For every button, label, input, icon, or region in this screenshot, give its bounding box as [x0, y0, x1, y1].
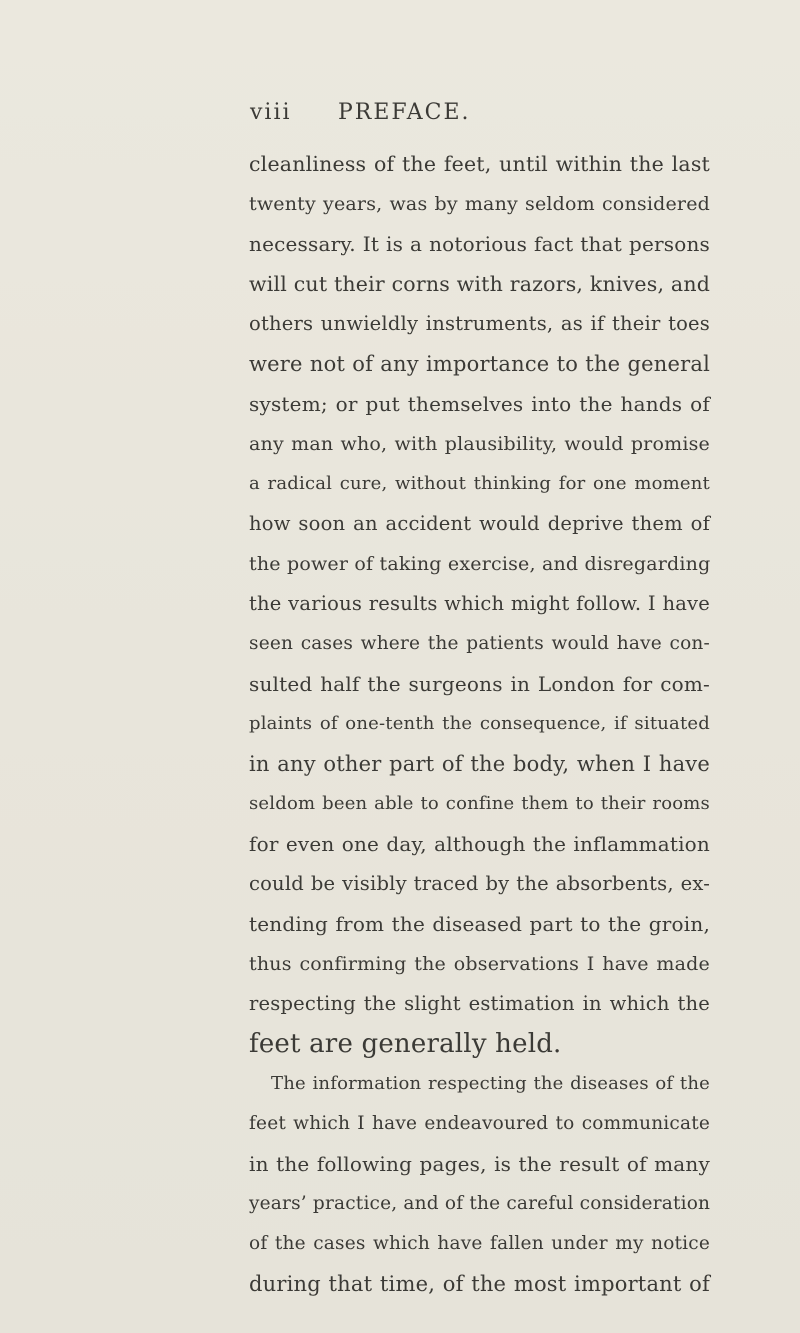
text-line: for even one day, although the inflammation	[249, 832, 710, 856]
text-line: in any other part of the body, when I have	[249, 752, 710, 776]
text-line: thus confirming the observations I have made	[249, 953, 710, 975]
text-line: could be visibly traced by the absorbents, ex-	[249, 872, 710, 895]
text-line: were not of any importance to the general	[249, 352, 710, 376]
running-head	[0, 100, 800, 132]
text-line: a radical cure, without thinking for one moment	[249, 473, 710, 494]
text-line: of the cases which have fallen under my notice	[249, 1233, 710, 1254]
text-line: how soon an accident would deprive them of	[249, 512, 710, 535]
text-line: system; or put themselves into the hands of	[249, 392, 710, 416]
text-line: during that time, of the most important of	[249, 1272, 710, 1296]
text-line: will cut their corns with razors, knives, and	[249, 272, 711, 296]
text-line: the various results which might follow. I have	[249, 592, 710, 615]
text-line: plaints of one-tenth the consequence, if situated	[249, 713, 710, 734]
text-line: years’ practice, and of the careful consideration	[249, 1193, 711, 1214]
text-line: cleanliness of the feet, until within the last	[249, 152, 710, 176]
text-line: seldom been able to confine them to their rooms	[249, 793, 710, 814]
text-line: any man who, with plausibility, would promise	[249, 433, 710, 455]
text-line: twenty years, was by many seldom considered	[249, 193, 710, 215]
text-line: sulted half the surgeons in London for com-	[249, 672, 710, 696]
text-line: feet are generally held.	[249, 1029, 562, 1059]
text-line: respecting the slight estimation in which the	[249, 992, 710, 1015]
text-line: the power of taking exercise, and disregarding	[249, 553, 711, 575]
text-line: tending from the diseased part to the groin,	[249, 912, 710, 936]
text-line: feet which I have endeavoured to communicate	[249, 1113, 710, 1134]
paragraph-first-line: The information respecting the diseases of the	[271, 1073, 710, 1094]
text-line: necessary. It is a notorious fact that persons	[249, 232, 710, 256]
running-head-title: PREFACE.	[338, 100, 471, 125]
text-line: seen cases where the patients would have con-	[249, 633, 710, 654]
text-line: others unwieldly instruments, as if their toes	[249, 312, 710, 335]
text-line: in the following pages, is the result of many	[249, 1152, 710, 1176]
page-number: viii	[250, 100, 292, 125]
